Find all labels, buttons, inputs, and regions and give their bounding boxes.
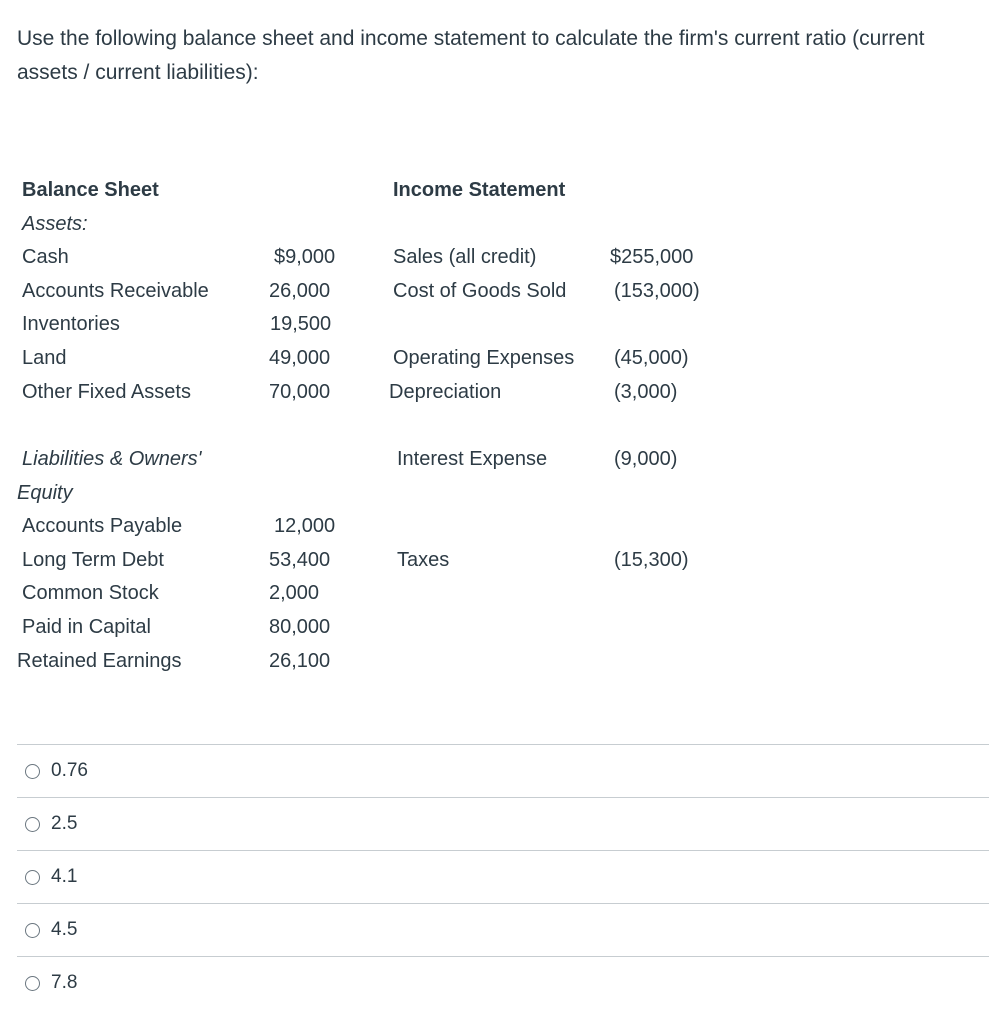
liability-label-accounts-payable: Accounts Payable: [22, 515, 183, 537]
income-label-interest-expense: Interest Expense: [397, 448, 548, 470]
radio-button[interactable]: [25, 923, 40, 938]
assets-heading: Assets:: [22, 213, 88, 235]
liability-value-long-term-debt: 53,400: [269, 549, 331, 571]
asset-label-other-fixed-assets: Other Fixed Assets: [22, 381, 191, 403]
liability-value-retained-earnings: 26,100: [269, 650, 331, 672]
liability-label-paid-in-capital: Paid in Capital: [22, 616, 151, 638]
liability-label-retained-earnings: Retained Earnings: [17, 650, 182, 672]
asset-value-land: 49,000: [269, 347, 331, 369]
radio-button[interactable]: [25, 764, 40, 779]
liabilities-heading: Liabilities & Owners': [22, 448, 202, 470]
asset-value-accounts-receivable: 26,000: [269, 280, 331, 302]
liability-label-long-term-debt: Long Term Debt: [22, 549, 164, 571]
answer-option[interactable]: [17, 797, 989, 850]
answer-label: 7.8: [51, 972, 78, 993]
income-label-taxes: Taxes: [397, 549, 450, 571]
income-statement-title: Income Statement: [393, 179, 566, 201]
liabilities-heading-equity: Equity: [17, 482, 73, 504]
answer-label: 4.1: [51, 866, 78, 887]
answer-label: 2.5: [51, 813, 78, 834]
radio-button[interactable]: [25, 817, 40, 832]
liability-value-paid-in-capital: 80,000: [269, 616, 331, 638]
answer-label: 0.76: [51, 760, 88, 781]
income-value-taxes: (15,300): [614, 549, 689, 571]
asset-value-cash: $9,000: [274, 246, 336, 268]
asset-label-land: Land: [22, 347, 67, 369]
asset-label-inventories: Inventories: [22, 313, 120, 335]
income-label-depreciation: Depreciation: [389, 381, 502, 403]
radio-button[interactable]: [25, 870, 40, 885]
answer-option[interactable]: [17, 903, 989, 956]
asset-value-other-fixed-assets: 70,000: [269, 381, 331, 403]
income-label-cogs: Cost of Goods Sold: [393, 280, 567, 302]
liability-value-common-stock: 2,000: [269, 582, 320, 604]
question-text: Use the following balance sheet and income statement to calculate the firm's current ratio (current assets / current liabilities):: [17, 27, 925, 84]
asset-label-cash: Cash: [22, 246, 69, 268]
balance-sheet-title: Balance Sheet: [22, 179, 159, 201]
liability-label-common-stock: Common Stock: [22, 582, 159, 604]
income-label-sales: Sales (all credit): [393, 246, 537, 268]
income-value-depreciation: (3,000): [614, 381, 678, 403]
answer-label: 4.5: [51, 919, 78, 940]
answer-options: [17, 744, 989, 1009]
income-label-operating-expenses: Operating Expenses: [393, 347, 575, 369]
income-value-sales: $255,000: [610, 246, 694, 268]
answer-option[interactable]: [17, 850, 989, 903]
radio-button[interactable]: [25, 976, 40, 991]
liability-value-accounts-payable: 12,000: [274, 515, 336, 537]
asset-value-inventories: 19,500: [270, 313, 332, 335]
income-value-interest-expense: (9,000): [614, 448, 678, 470]
answer-option[interactable]: [17, 956, 989, 1009]
income-value-operating-expenses: (45,000): [614, 347, 689, 369]
answer-option[interactable]: [17, 744, 989, 797]
asset-label-accounts-receivable: Accounts Receivable: [22, 280, 209, 302]
income-value-cogs: (153,000): [614, 280, 700, 302]
